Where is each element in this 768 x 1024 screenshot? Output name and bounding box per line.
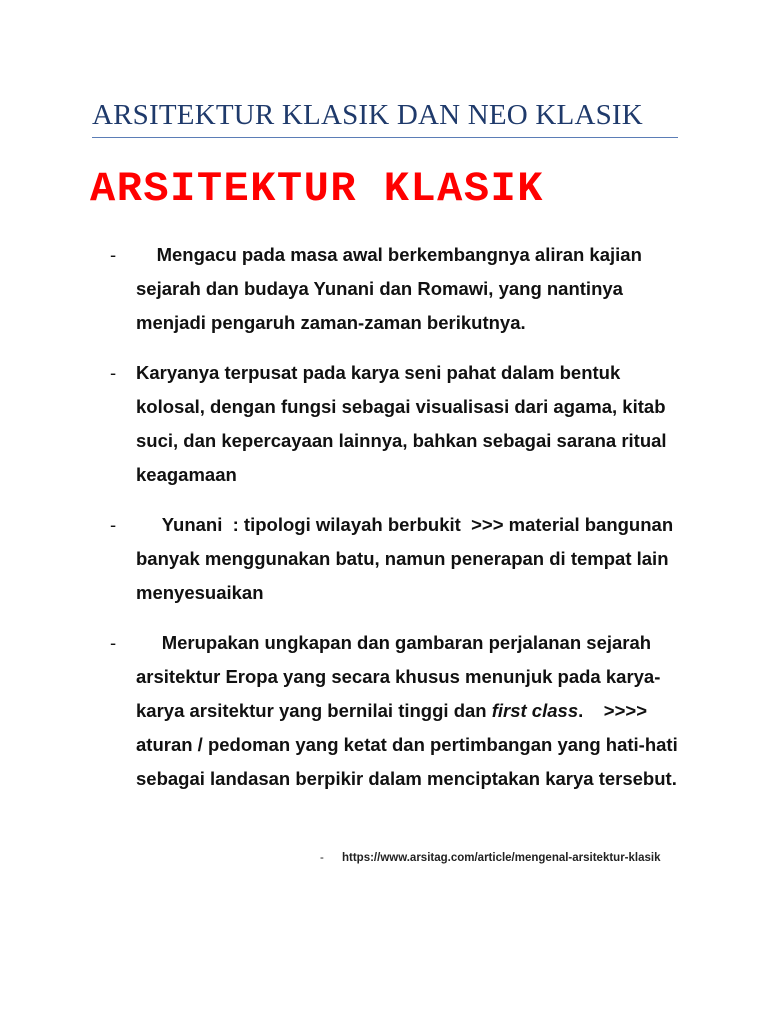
reference-line xyxy=(320,848,680,868)
bullet-text: Mengacu pada masa awal berkembangnya aliran kajian sejarah dan budaya Yunani dan Romawi, yang nantinya menjadi pengaruh zaman-zaman berikutnya. xyxy=(136,244,648,333)
bullet-text xyxy=(136,632,683,789)
bullet-marker: - xyxy=(110,514,117,535)
bullet-italic-text: first class xyxy=(491,700,579,721)
bullet-marker: - xyxy=(110,244,117,265)
bullet-item-3 xyxy=(110,508,690,610)
section-heading: ARSITEKTUR KLASIK xyxy=(90,165,544,213)
title-underline-rule xyxy=(92,137,678,138)
bullet-list xyxy=(110,238,690,812)
bullet-marker: - xyxy=(110,632,117,653)
bullet-text: Yunani : tipologi wilayah berbukit >>> material bangunan banyak menggunakan batu, namun penerapan di tempat lain menyesuaikan xyxy=(136,514,679,603)
bullet-text-part: . >>>> aturan / pedoman yang ketat dan pertimbangan yang hati-hati sebagai landasan berpikir dalam menciptakan karya tersebut. xyxy=(136,700,683,789)
bullet-item-1 xyxy=(110,238,690,340)
bullet-item-2 xyxy=(110,356,690,492)
reference-marker: - xyxy=(320,852,324,864)
reference-link[interactable]: https://www.arsitag.com/article/mengenal-arsitektur-klasik xyxy=(342,852,661,864)
bullet-text-part: Merupakan ungkapan dan gambaran perjalanan sejarah arsitektur Eropa yang secara khusus menunjuk pada karya-karya arsitektur yang bernilai tinggi dan xyxy=(136,632,661,721)
document-title: ARSITEKTUR KLASIK DAN NEO KLASIK xyxy=(92,99,643,131)
bullet-marker: - xyxy=(110,362,117,383)
bullet-text: Karyanya terpusat pada karya seni pahat dalam bentuk kolosal, dengan fungsi sebagai visualisasi dari agama, kitab suci, dan kepercayaan lainnya, bahkan sebagai sarana ritual keagamaan xyxy=(136,362,672,485)
bullet-item-4 xyxy=(110,626,690,796)
